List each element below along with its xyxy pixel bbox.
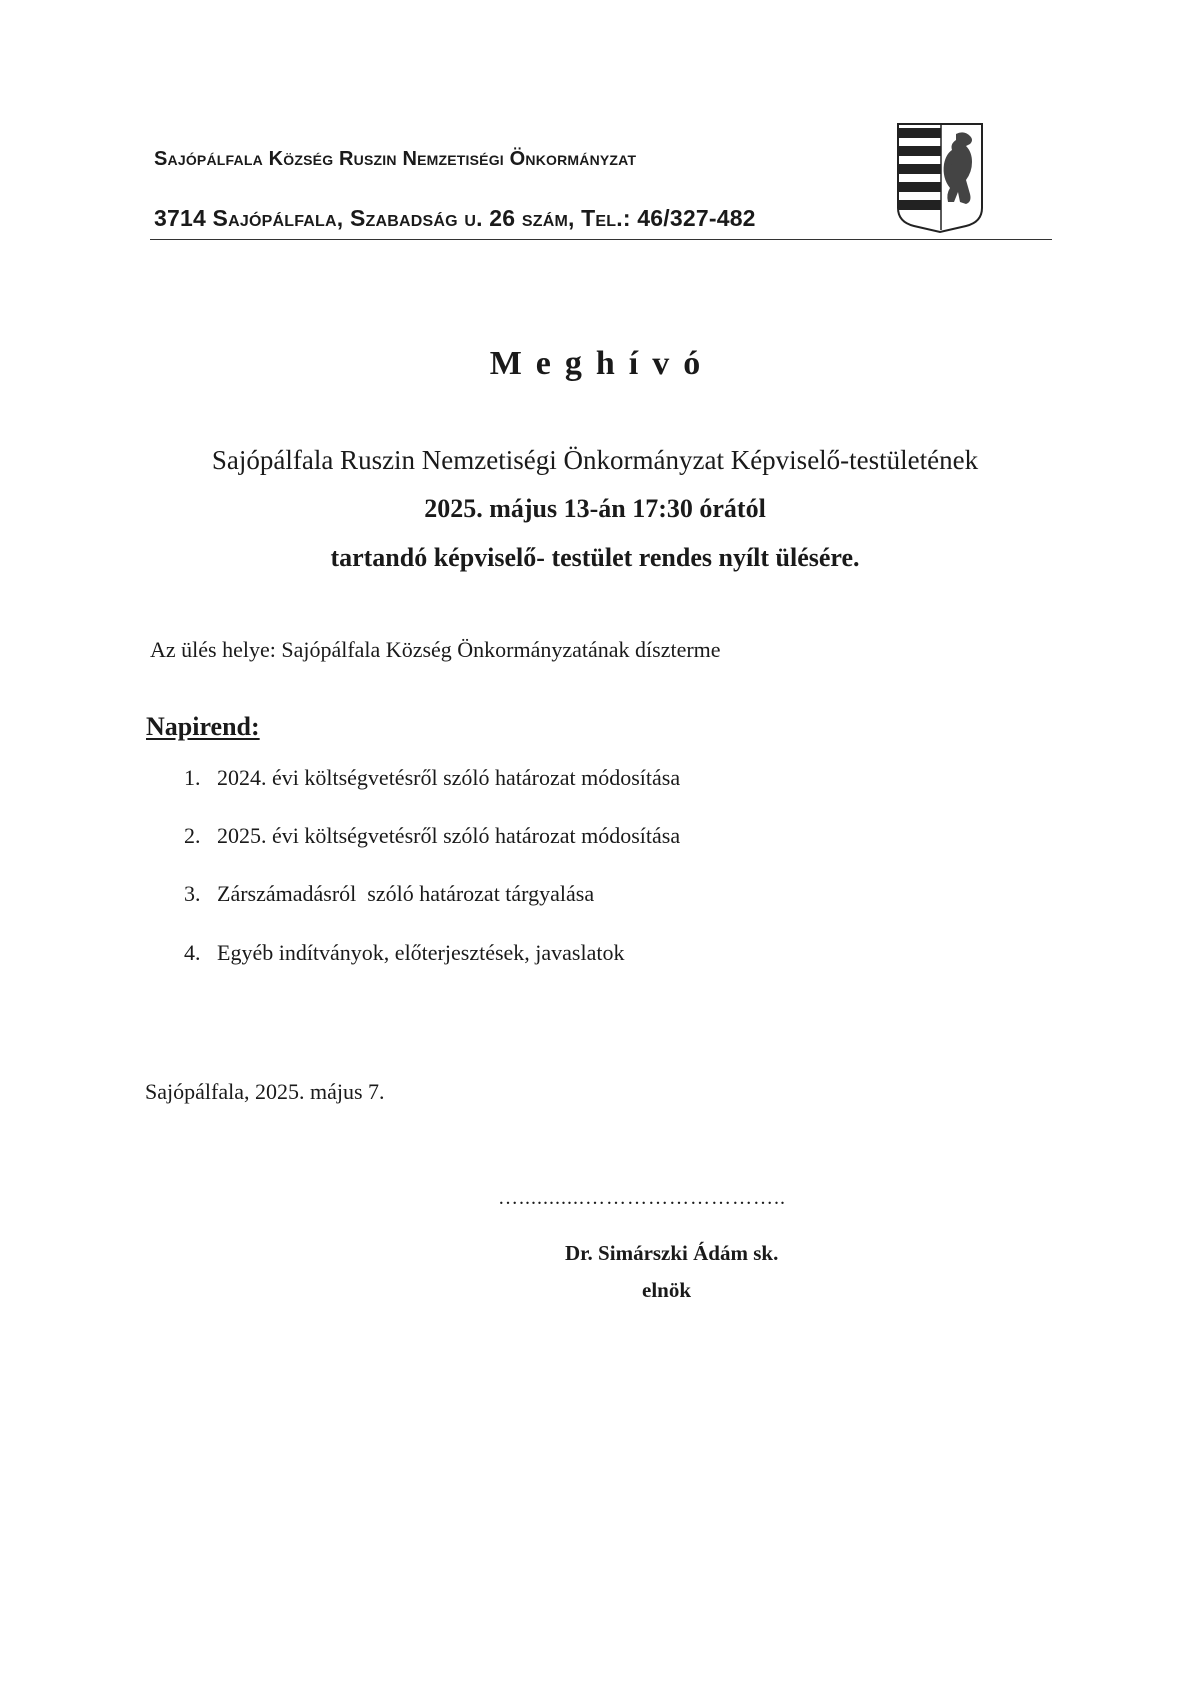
coat-of-arms-icon [896, 122, 984, 234]
letterhead-divider [150, 239, 1052, 240]
agenda-item-number: 2. [184, 823, 201, 848]
meeting-location: Az ülés helye: Sajópálfala Község Önkormányzatának díszterme [150, 637, 721, 662]
agenda-item-text: 2024. évi költségvetésről szóló határozat módosítása [217, 765, 681, 790]
place-and-date: Sajópálfala, 2025. május 7. [145, 1079, 385, 1104]
agenda-item-number: 1. [184, 765, 201, 790]
document-title: Meghívó [489, 345, 715, 382]
signatory-name: Dr. Simárszki Ádám sk. [565, 1241, 779, 1265]
signatory-role: elnök [642, 1278, 692, 1302]
signature-line: …...........……………………….. [498, 1187, 786, 1209]
agenda-item [184, 881, 594, 907]
agenda-item-number: 3. [184, 881, 201, 906]
agenda-item-text: Zárszámadásról szóló határozat tárgyalása [217, 881, 595, 906]
meeting-datetime: 2025. május 13-án 17:30 órától [424, 494, 766, 523]
letterhead-org-name: Sajópálfala Község Ruszin Nemzetiségi Önkormányzat [154, 148, 637, 170]
letterhead-address: 3714 Sajópálfala, Szabadság u. 26 szám, Tel.: 46/327-482 [154, 205, 756, 231]
invitation-intro: Sajópálfala Ruszin Nemzetiségi Önkormányzat Képviselő-testületének [211, 445, 979, 475]
agenda-item-text: Egyéb indítványok, előterjesztések, javaslatok [217, 940, 625, 965]
agenda-item [184, 823, 680, 849]
agenda-item [184, 940, 624, 966]
agenda-item-number: 4. [184, 940, 201, 965]
agenda-item-text: 2025. évi költségvetésről szóló határozat módosítása [217, 823, 681, 848]
agenda-item [184, 765, 680, 791]
agenda-heading: Napirend: [146, 712, 260, 741]
meeting-type: tartandó képviselő- testület rendes nyílt ülésére. [330, 543, 860, 572]
